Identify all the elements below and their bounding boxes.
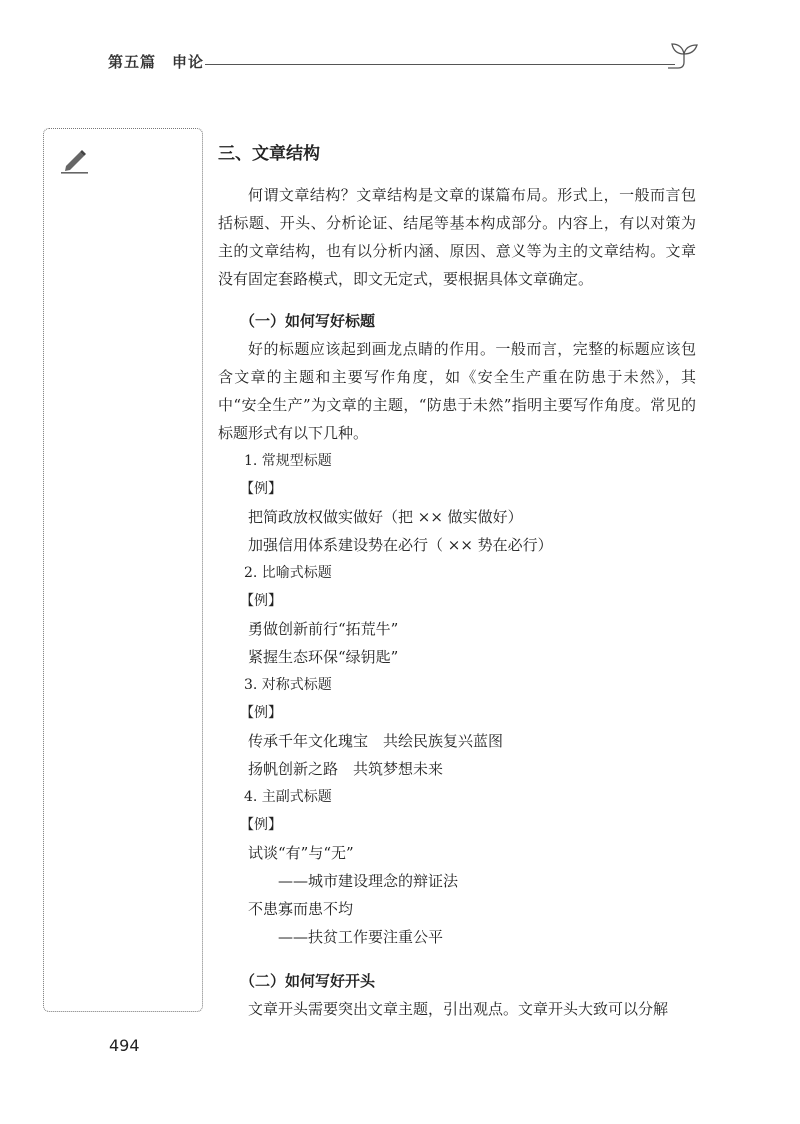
example-line: 传承千年文化瑰宝 共绘民族复兴蓝图 [248,732,504,750]
example-line: 紧握生态环保“绿钥匙” [248,648,399,666]
example-tag: 【例】 [240,817,282,833]
subsection-intro: 文章开头需要突出文章主题，引出观点。文章开头大致可以分解 [248,1000,669,1018]
example-line: 不患寡而患不均 [248,900,354,918]
header-rule [205,64,675,65]
page-content [218,141,696,1023]
sprout-icon [664,40,700,70]
example-tag: 【例】 [240,705,282,721]
subsection-title: （一）如何写好标题 [240,312,376,330]
example-subtitle: ——扶贫工作要注重公平 [278,928,444,946]
section-title: 三、文章结构 [218,144,320,164]
example-tag: 【例】 [240,481,282,497]
title-type: 3. 对称式标题 [244,677,332,693]
example-line: 扬帆创新之路 共筑梦想未来 [248,760,444,778]
example-line: 加强信用体系建设势在必行（ ×× 势在必行） [248,536,553,554]
title-type: 4. 主副式标题 [244,789,332,805]
pencil-icon [60,146,90,174]
example-line: 试谈“有”与“无” [248,844,354,862]
title-type: 1. 常规型标题 [244,453,332,469]
margin-notes-box [43,128,203,1012]
example-line: 勇做创新前行“拓荒牛” [248,620,399,638]
subsection-intro: 好的标题应该起到画龙点睛的作用。一般而言，完整的标题应该包含文章的主题和主要写作角度，如《安全生产重在防患于未然》，其中“安全生产”为文章的主题，“防患于未然”指明主要写作角度。常见的标题形式有以下几种。 [218,340,696,442]
page-number: 494 [109,1036,140,1055]
subsection-title: （二）如何写好开头 [240,972,376,990]
section-intro: 何谓文章结构？文章结构是文章的谋篇布局。形式上，一般而言包括标题、开头、分析论证、结尾等基本构成部分。内容上，有以对策为主的文章结构，也有以分析内涵、原因、意义等为主的文章结构。文章没有固定套路模式，即文无定式，要根据具体文章确定。 [218,186,696,288]
example-tag: 【例】 [240,593,282,609]
example-line: 把简政放权做实做好（把 ×× 做实做好） [248,508,523,526]
example-subtitle: ——城市建设理念的辩证法 [278,872,459,890]
title-type: 2. 比喻式标题 [244,565,332,581]
running-header: 第五篇 申论 [108,53,205,71]
